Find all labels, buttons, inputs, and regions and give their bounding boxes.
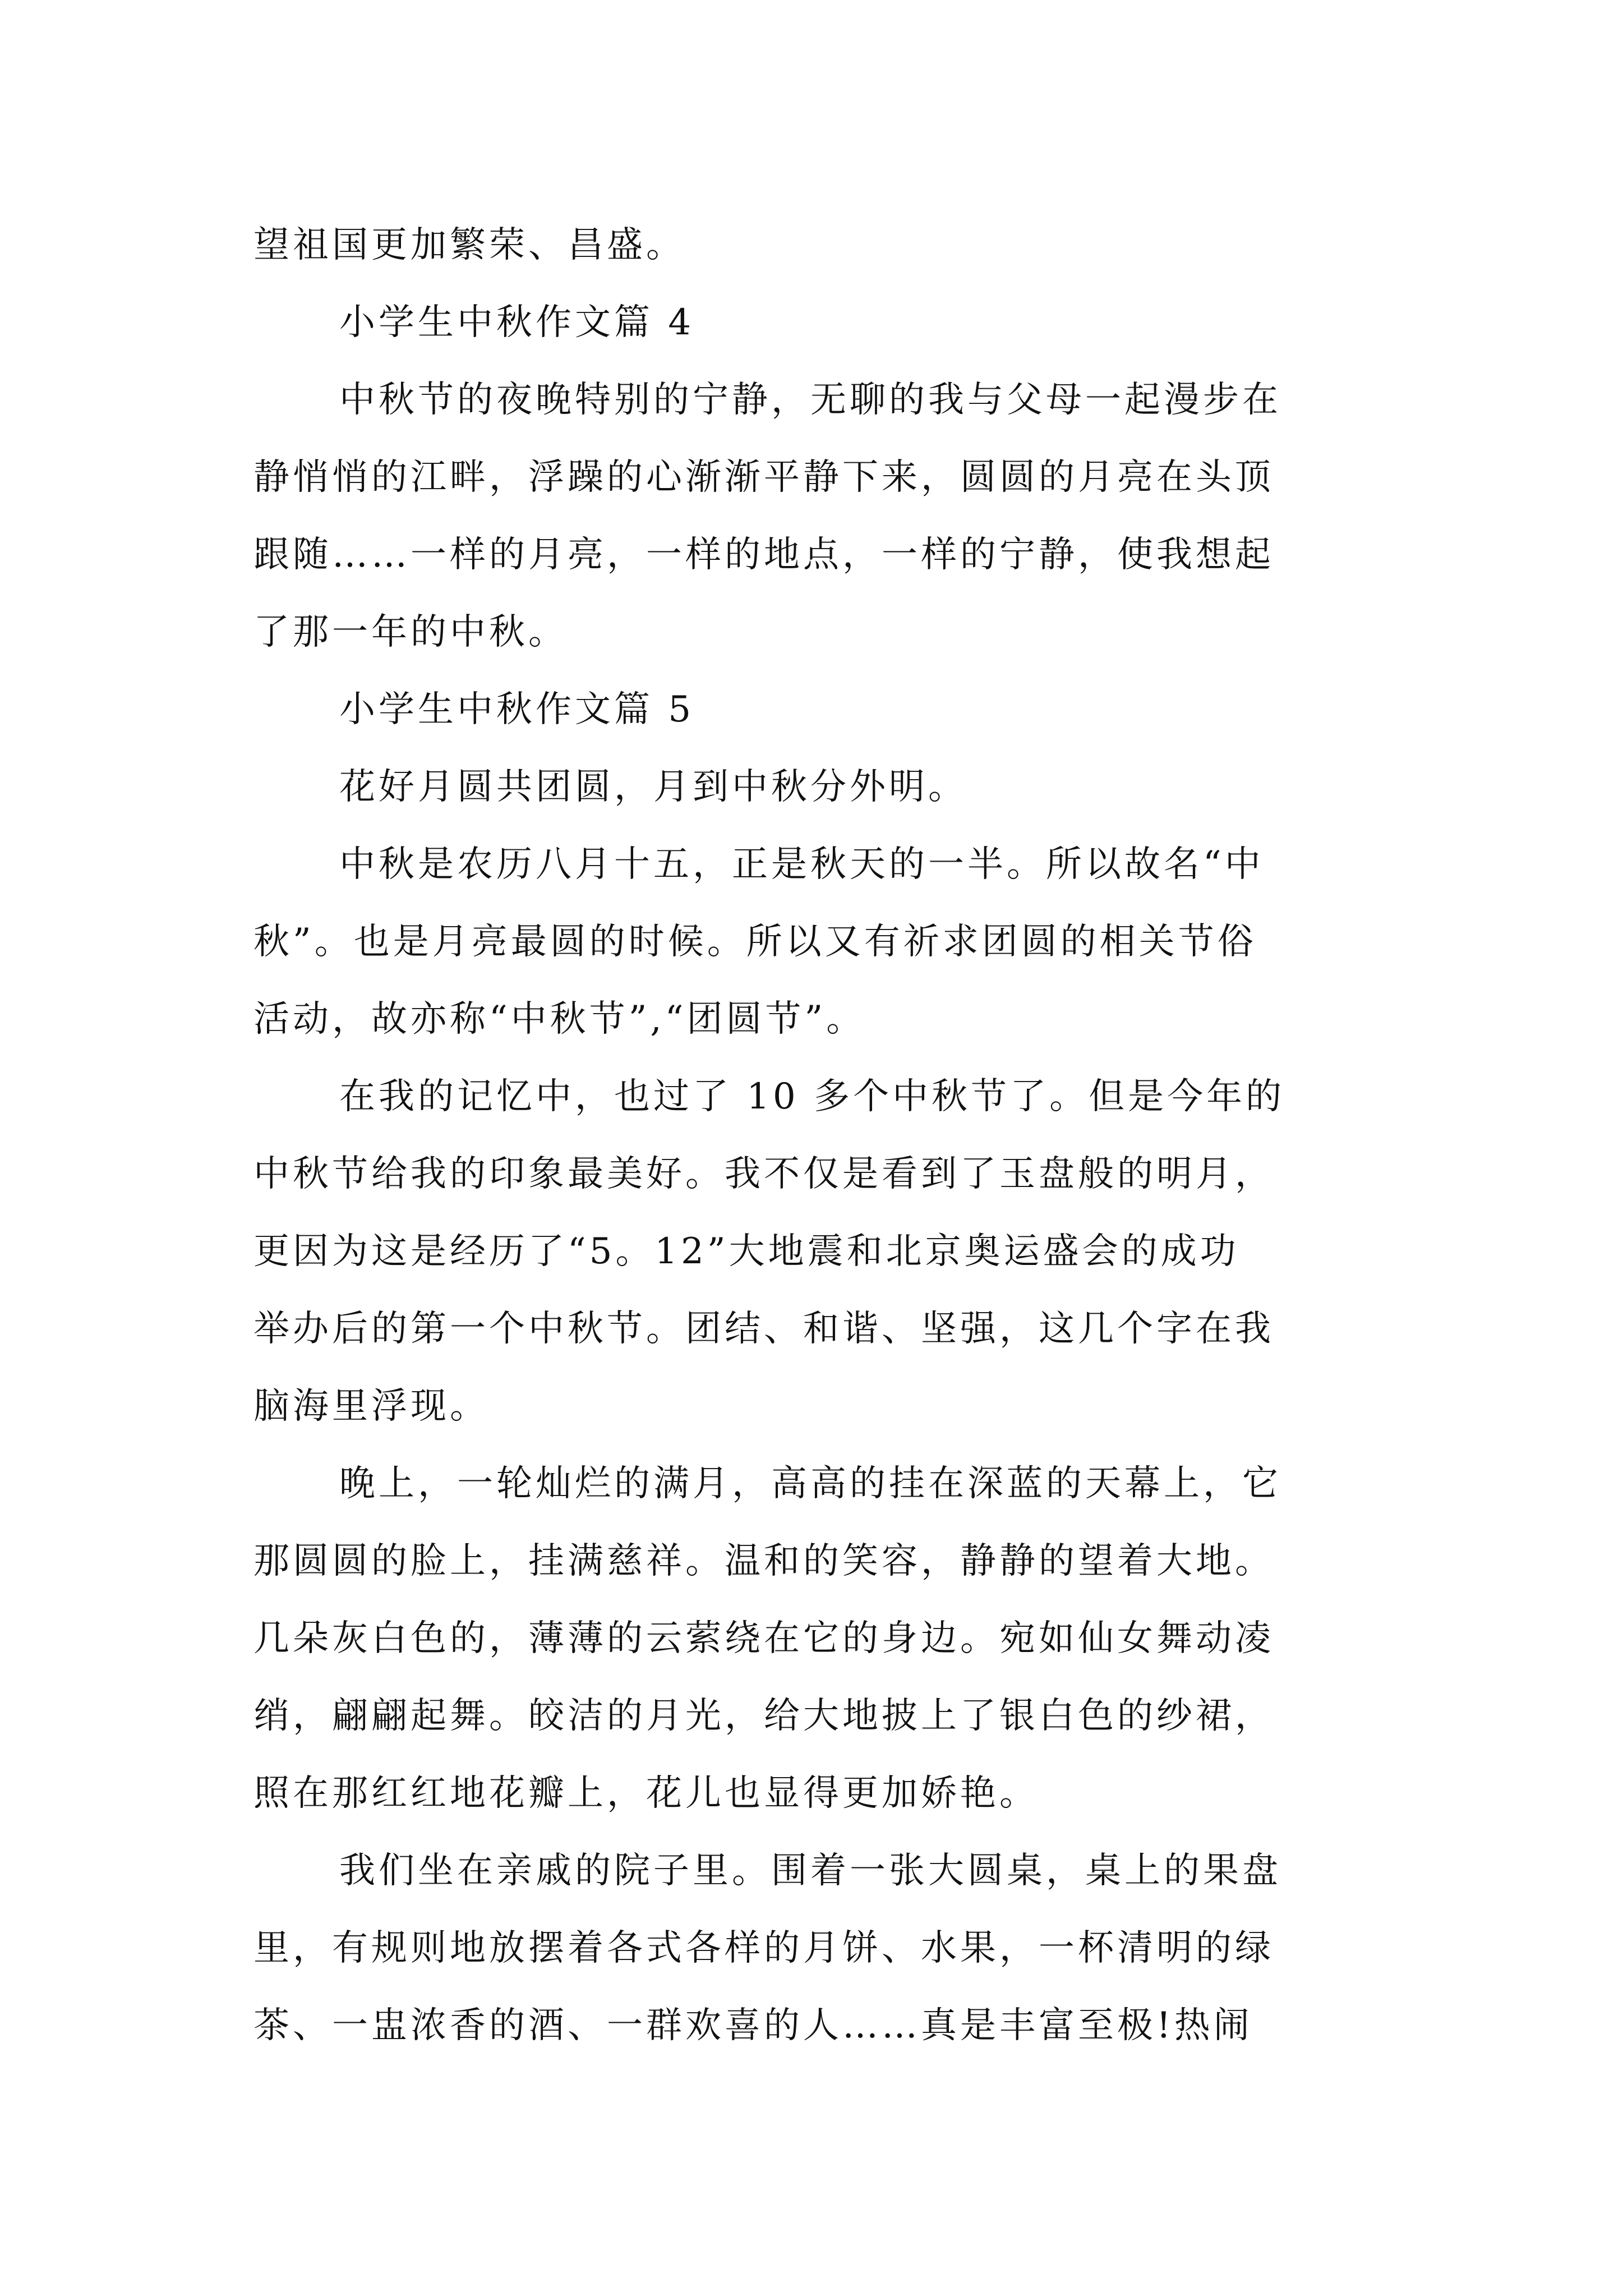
document-body <box>253 206 1398 2064</box>
text-line: 中秋节的夜晚特别的宁静，无聊的我与父母一起漫步在 <box>339 379 1281 421</box>
text-line: 更因为这是经历了“5。12”大地震和北京奥运盛会的成功 <box>253 1231 1239 1272</box>
section-heading: 小学生中秋作文篇 4 <box>339 302 695 343</box>
text-line: 晚上，一轮灿烂的满月，高高的挂在深蓝的天幕上，它 <box>339 1463 1281 1504</box>
text-line: 茶、一盅浓香的酒、一群欢喜的人……真是丰富至极!热闹 <box>253 2005 1253 2046</box>
text-line: 秋”。也是月亮最圆的时候。所以又有祈求团圆的相关节俗 <box>253 921 1257 963</box>
text-line: 跟随……一样的月亮，一样的地点，一样的宁静，使我想起 <box>253 534 1274 576</box>
text-line: 静悄悄的江畔，浮躁的心渐渐平静下来，圆圆的月亮在头顶 <box>253 457 1274 498</box>
text-line: 我们坐在亲戚的院子里。围着一张大圆桌，桌上的果盘 <box>339 1850 1281 1892</box>
text-line: 举办后的第一个中秋节。团结、和谐、坚强，这几个字在我 <box>253 1308 1274 1350</box>
text-line: 脑海里浮现。 <box>253 1386 489 1427</box>
text-line: 那圆圆的脸上，挂满慈祥。温和的笑容，静静的望着大地。 <box>253 1540 1274 1582</box>
text-line: 望祖国更加繁荣、昌盛。 <box>253 224 685 266</box>
text-line: 在我的记忆中，也过了 10 多个中秋节了。但是今年的 <box>339 1076 1285 1117</box>
text-line: 绡，翩翩起舞。皎洁的月光，给大地披上了银白色的纱裙， <box>253 1695 1274 1737</box>
text-line: 中秋是农历八月十五，正是秋天的一半。所以故名“中 <box>339 844 1264 885</box>
text-line: 了那一年的中秋。 <box>253 611 568 653</box>
text-line: 里，有规则地放摆着各式各样的月饼、水果，一杯清明的绿 <box>253 1927 1274 1969</box>
section-heading: 小学生中秋作文篇 5 <box>339 689 695 730</box>
text-line: 照在那红红地花瓣上，花儿也显得更加娇艳。 <box>253 1773 1039 1814</box>
text-line: 几朵灰白色的，薄薄的云萦绕在它的身边。宛如仙女舞动凌 <box>253 1618 1274 1659</box>
text-line: 中秋节给我的印象最美好。我不仅是看到了玉盘般的明月， <box>253 1153 1274 1195</box>
text-line: 花好月圆共团圆，月到中秋分外明。 <box>339 766 967 808</box>
text-line: 活动，故亦称“中秋节”,“团圆节”。 <box>253 999 866 1040</box>
